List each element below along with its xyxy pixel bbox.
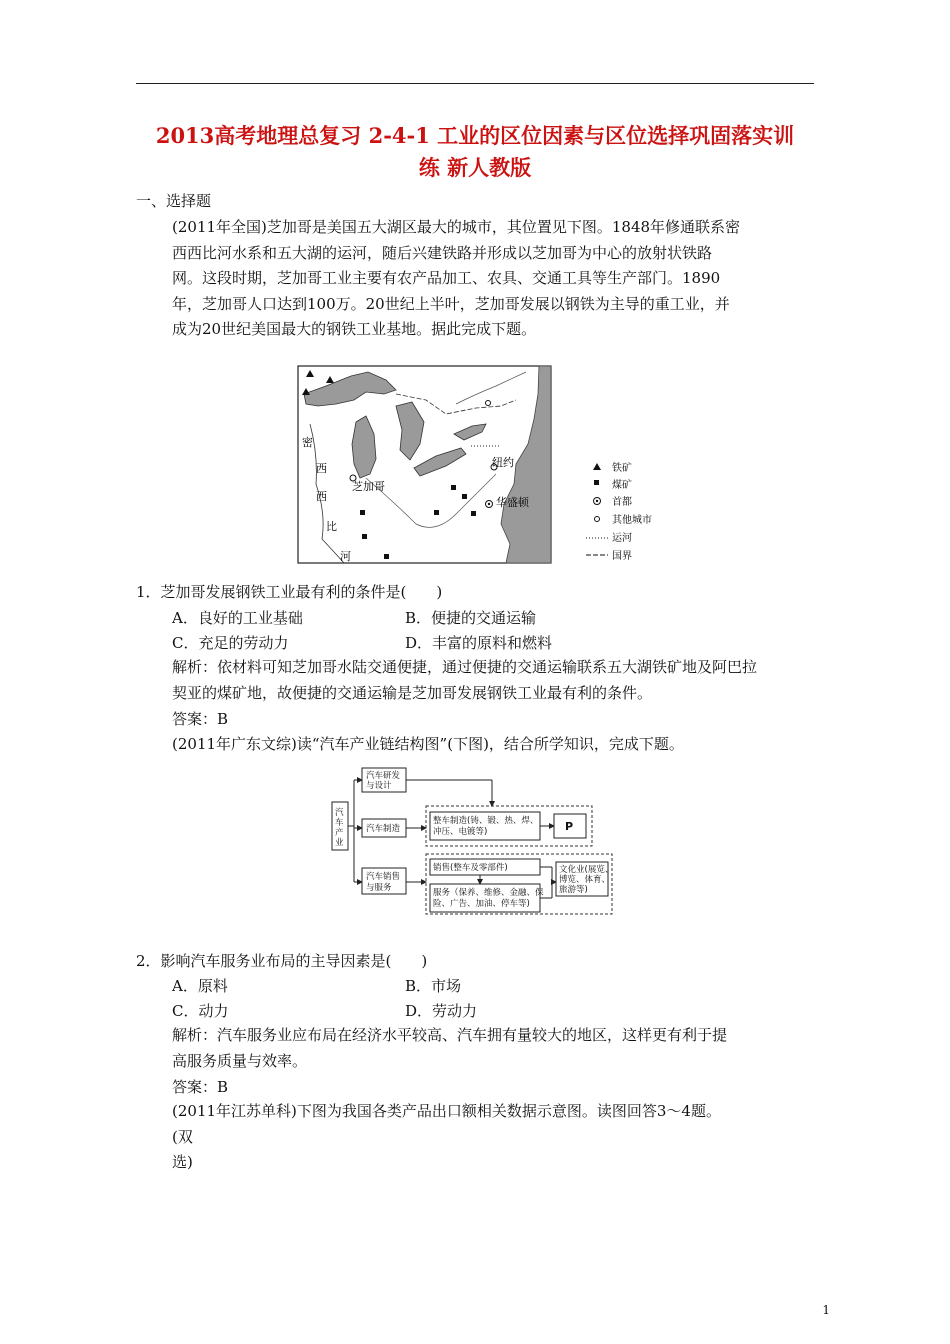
text-line: 成为20世纪美国最大的钢铁工业基地。据此完成下题。 [172, 320, 537, 338]
rd-text: 与设计 [366, 781, 392, 791]
section-heading: 一、选择题 [136, 192, 212, 210]
root-char: 汽 [335, 808, 344, 818]
coal-marker [471, 511, 476, 516]
vehicle-text: 整车制造(铸、锻、热、焊、 [433, 816, 539, 826]
question-1-stem: 1．芝加哥发展钢铁工业最有利的条件是( ) [136, 583, 443, 601]
legend-city: 其他城市 [612, 515, 652, 526]
vehicle-text: 冲压、电镀等) [433, 827, 488, 837]
p-text: P [565, 820, 574, 833]
label-mississippi: 密 [302, 436, 313, 449]
legend-border: 国界 [612, 551, 632, 562]
label-mississippi: 河 [340, 550, 351, 563]
label-mississippi: 西 [316, 490, 327, 503]
legend-iron: 铁矿 [612, 463, 632, 474]
label-newyork: 纽约 [492, 456, 514, 469]
legend-coal-symbol [594, 480, 599, 485]
legend-capital-dot [596, 500, 598, 502]
title-line-1: 2013高考地理总复习 2-4-1 工业的区位因素与区位选择巩固落实训 [155, 123, 795, 148]
coal-marker [451, 485, 456, 490]
text-line: 解析：依材料可知芝加哥水陆交通便捷，通过便捷的交通运输联系五大湖铁矿地及阿巴拉 [172, 658, 758, 676]
root-char: 车 [335, 818, 344, 828]
label-chicago: 芝加哥 [352, 480, 385, 493]
city-other [486, 401, 491, 406]
coal-marker [360, 510, 365, 515]
auto-industry-chain-diagram [330, 764, 618, 918]
title-line-2: 练 新人教版 [418, 155, 532, 180]
legend-city-symbol [595, 517, 600, 522]
text-line: 高服务质量与效率。 [172, 1051, 308, 1070]
text-line: (2011年江苏单科)下图为我国各类产品出口额相关数据示意图。读图回答3～4题。 [172, 1102, 721, 1120]
coal-marker [384, 554, 389, 559]
question-1-answer: 答案：B [172, 710, 229, 728]
intro-paragraph-1 [172, 215, 740, 343]
question-1-option-b: B．便捷的交通运输 [405, 609, 537, 627]
culture-text: 文化业(展览、 [559, 865, 614, 875]
page-number: 1 [822, 1303, 830, 1317]
question-2-analysis [172, 1023, 727, 1074]
label-washington: 华盛顿 [496, 496, 529, 509]
text-line: 年，芝加哥人口达到100万。20世纪上半叶，芝加哥发展以钢铁为主导的重工业，并 [172, 294, 730, 313]
service-text: 服务（保养、维修、金融、保 [433, 888, 544, 898]
coal-marker [434, 510, 439, 515]
text-line: 选) [172, 1153, 193, 1171]
intro-paragraph-3 [172, 1099, 721, 1176]
text-line: 西西比河水系和五大湖的运河，随后兴建铁路并形成以芝加哥为中心的放射状铁路 [172, 243, 713, 262]
sales-text: 汽车销售 [366, 872, 401, 882]
root-char: 业 [335, 838, 344, 848]
label-mississippi: 西 [316, 462, 327, 475]
question-2-option-d: D．劳动力 [405, 1002, 478, 1020]
coal-marker [462, 494, 467, 499]
legend-capital: 首都 [612, 497, 632, 508]
culture-text: 博览、体育、 [559, 875, 611, 885]
question-2-option-b: B．市场 [405, 977, 462, 995]
root-char: 产 [335, 828, 344, 838]
service-text: 险、广告、加油、停车等) [433, 899, 530, 909]
header-rule [136, 83, 814, 84]
question-2-option-a: A．原料 [172, 977, 228, 995]
rd-text: 汽车研发 [366, 771, 401, 781]
parts-sales-text: 销售(整车及零部件) [433, 863, 508, 873]
label-mississippi: 比 [326, 520, 337, 533]
mfg-text: 汽车制造 [366, 824, 401, 834]
question-2-answer: 答案：B [172, 1078, 229, 1096]
text-line: (双 [172, 1127, 193, 1146]
question-1-option-c: C．充足的劳动力 [172, 634, 289, 652]
question-2-option-c: C．动力 [172, 1002, 229, 1020]
culture-text: 旅游等) [559, 885, 588, 895]
text-line: 契亚的煤矿地，故便捷的交通运输是芝加哥发展钢铁工业最有利的条件。 [172, 683, 653, 702]
capital-dot [488, 503, 490, 505]
text-line: 解析：汽车服务业应布局在经济水平较高、汽车拥有量较大的地区，这样更有利于提 [172, 1026, 728, 1044]
chicago-map-figure [296, 364, 666, 566]
coal-marker [362, 534, 367, 539]
text-line: 网。这段时期，芝加哥工业主要有农产品加工、农具、交通工具等生产部门。1890 [172, 269, 721, 287]
legend-canal: 运河 [612, 533, 632, 544]
document-title [136, 120, 814, 184]
question-1-option-d: D．丰富的原料和燃料 [405, 634, 553, 652]
question-1-option-a: A．良好的工业基础 [172, 609, 303, 627]
intro-paragraph-2: (2011年广东文综)读“汽车产业链结构图”(下图)，结合所学知识，完成下题。 [172, 735, 684, 753]
question-1-analysis [172, 655, 757, 706]
question-2-stem: 2．影响汽车服务业布局的主导因素是( ) [136, 952, 428, 970]
legend-coal: 煤矿 [612, 480, 632, 491]
sales-text: 与服务 [366, 883, 392, 893]
legend-iron-symbol [593, 463, 601, 470]
text-line: (2011年全国)芝加哥是美国五大湖区最大的城市，其位置见下图。1848年修通联系密 [172, 218, 741, 236]
